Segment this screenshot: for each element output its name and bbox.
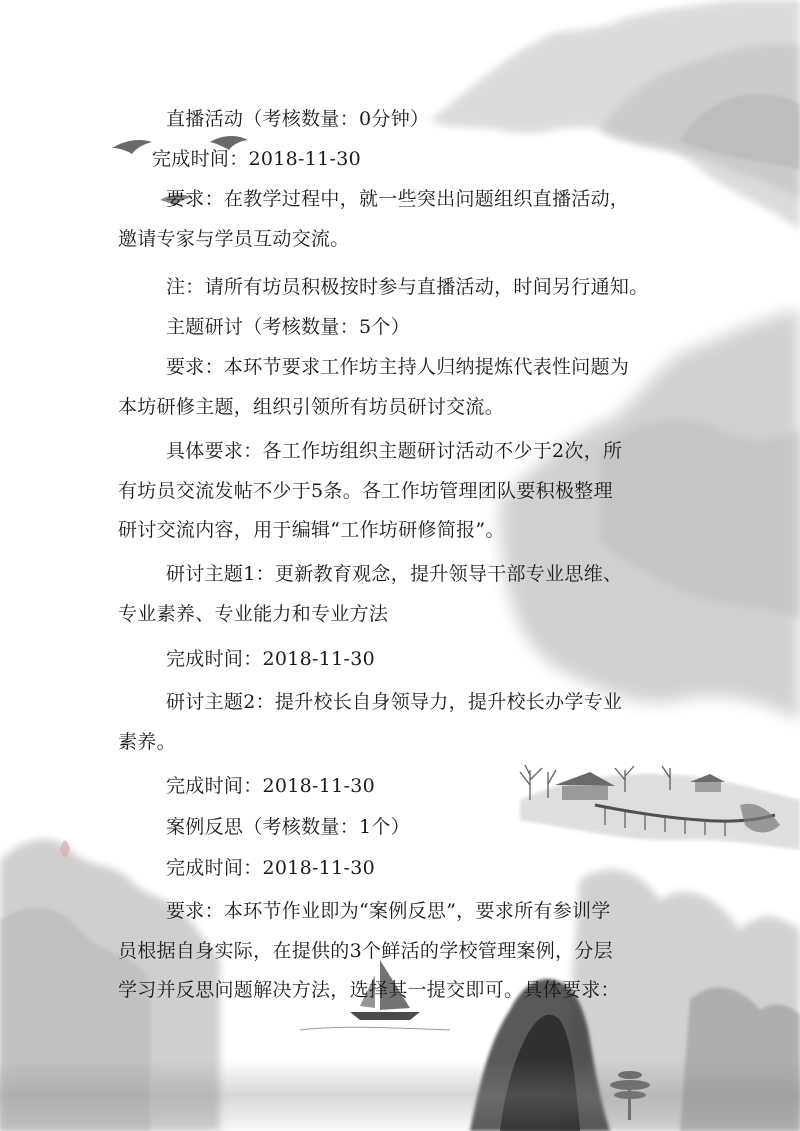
paragraph-line-first: 要求：在教学过程中，就一些突出问题组织直播活动，	[166, 188, 630, 210]
paragraph-line-first: 完成时间：2018-11-30	[166, 775, 376, 797]
paragraph-line-first: 完成时间：2018-11-30	[166, 857, 376, 879]
village-bridge-icon	[520, 765, 800, 850]
paragraph-line: 本坊研修主题，组织引领所有坊员研讨交流。	[118, 395, 505, 418]
paragraph-line: 专业素养、专业能力和专业方法	[118, 602, 389, 625]
paragraph-line: 研讨交流内容，用于编辑“工作坊研修简报”。	[118, 519, 505, 541]
paragraph-line-first: 研讨主题1：更新教育观念，提升领导干部专业思维、	[166, 563, 623, 585]
paragraph-line: 有坊员交流发帖不少于5条。各工作坊管理团队要积极整理	[118, 479, 613, 502]
paragraph-line: 邀请专家与学员互动交流。	[118, 227, 350, 250]
paragraph-line-first: 完成时间：2018-11-30	[152, 148, 362, 170]
paragraph-line: 员根据自身实际，在提供的3个鲜活的学校管理案例，分层	[118, 939, 613, 962]
paragraph-line: 素养。	[118, 730, 176, 753]
paragraph-line-first: 研讨主题2：提升校长自身领导力，提升校长办学专业	[166, 691, 623, 713]
paragraph-line-first: 直播活动（考核数量：0分钟）	[166, 108, 430, 130]
paragraph-line: 学习并反思问题解决方法，选择其一提交即可。具体要求：	[118, 979, 620, 1001]
paragraph-line-first: 要求：本环节作业即为“案例反思”，要求所有参训学	[166, 900, 611, 922]
paragraph-line-first: 具体要求：各工作坊组织主题研讨活动不少于2次，所	[166, 440, 623, 462]
paragraph-line-first: 案例反思（考核数量：1个）	[166, 816, 410, 838]
paragraph-line-first: 主题研讨（考核数量：5个）	[166, 316, 410, 338]
paragraph-line-first: 注：请所有坊员积极按时参与直播活动，时间另行通知。	[166, 276, 649, 298]
paragraph-line-first: 要求：本环节要求工作坊主持人归纳提炼代表性问题为	[166, 356, 630, 378]
paragraph-line-first: 完成时间：2018-11-30	[166, 648, 376, 670]
